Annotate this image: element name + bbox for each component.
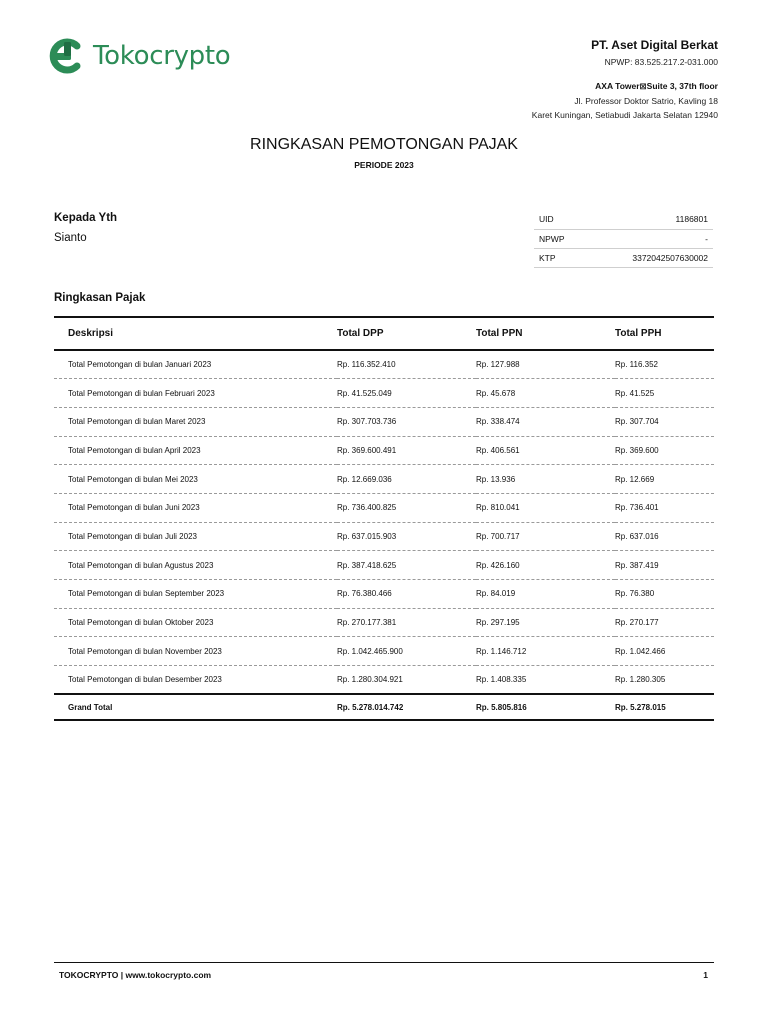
row-description: Total Pemotongan di bulan Maret 2023 bbox=[54, 407, 337, 436]
footer-company-website: TOKOCRYPTO | www.tokocrypto.com bbox=[59, 970, 212, 980]
tokocrypto-logo-icon bbox=[47, 38, 87, 74]
row-total-dpp: Rp. 387.418.625 bbox=[337, 551, 476, 580]
info-label: KTP bbox=[534, 248, 586, 267]
table-body bbox=[54, 350, 714, 694]
row-description: Total Pemotongan di bulan Desember 2023 bbox=[68, 675, 222, 685]
row-total-dpp: Rp. 637.015.903 bbox=[337, 522, 476, 551]
row-total-pph: Rp. 1.042.466 bbox=[615, 637, 714, 666]
row-total-dpp: Rp. 1.042.465.900 bbox=[337, 637, 476, 666]
row-total-pph: Rp. 1.280.305 bbox=[615, 675, 666, 685]
table-row bbox=[54, 580, 714, 609]
table-row bbox=[54, 551, 714, 580]
grand-total-label: Grand Total bbox=[54, 694, 337, 720]
row-total-ppn: Rp. 45.678 bbox=[476, 379, 615, 408]
table-row bbox=[54, 436, 714, 465]
grand-total-row bbox=[54, 694, 714, 720]
row-total-dpp: Rp. 1.280.304.921 bbox=[337, 675, 403, 685]
row-total-ppn: Rp. 338.474 bbox=[476, 407, 615, 436]
row-total-pph: Rp. 12.669 bbox=[615, 465, 714, 494]
info-value: - bbox=[586, 229, 713, 248]
recipient-block bbox=[54, 212, 117, 244]
column-header-description: Deskripsi bbox=[54, 317, 337, 350]
info-label: UID bbox=[534, 210, 586, 229]
grand-total-ppn: Rp. 5.805.816 bbox=[476, 694, 615, 720]
row-total-dpp: Rp. 76.380.466 bbox=[337, 580, 476, 609]
info-row-uid bbox=[534, 210, 713, 229]
recipient-info-table bbox=[534, 210, 713, 268]
row-total-dpp: Rp. 307.703.736 bbox=[337, 407, 476, 436]
page-number: 1 bbox=[703, 970, 708, 980]
row-total-ppn: Rp. 1.408.335 bbox=[476, 675, 527, 685]
row-total-ppn: Rp. 1.146.712 bbox=[476, 637, 615, 666]
row-total-pph: Rp. 41.525 bbox=[615, 379, 714, 408]
footer-divider bbox=[54, 962, 714, 963]
column-header-total-pph: Total PPH bbox=[615, 317, 714, 350]
row-total-ppn: Rp. 406.561 bbox=[476, 436, 615, 465]
table-row bbox=[54, 407, 714, 436]
column-header-total-dpp: Total DPP bbox=[337, 317, 476, 350]
grand-total-pph: Rp. 5.278.015 bbox=[615, 694, 714, 720]
row-total-dpp: Rp. 116.352.410 bbox=[337, 350, 476, 379]
row-total-dpp: Rp. 369.600.491 bbox=[337, 436, 476, 465]
row-total-ppn: Rp. 127.988 bbox=[476, 350, 615, 379]
table-row bbox=[54, 522, 714, 551]
tax-summary-table bbox=[54, 316, 714, 721]
company-block bbox=[532, 38, 718, 120]
row-total-pph: Rp. 736.401 bbox=[615, 493, 714, 522]
row-total-pph: Rp. 116.352 bbox=[615, 350, 714, 379]
table-row bbox=[54, 465, 714, 494]
row-total-ppn: Rp. 426.160 bbox=[476, 551, 615, 580]
row-total-pph: Rp. 270.177 bbox=[615, 608, 714, 637]
recipient-name: Sianto bbox=[54, 232, 87, 244]
row-total-pph: Rp. 307.704 bbox=[615, 407, 714, 436]
info-value: 3372042507630002 bbox=[586, 248, 713, 267]
tokocrypto-logo bbox=[47, 38, 230, 74]
table-row bbox=[54, 350, 714, 379]
row-description: Total Pemotongan di bulan November 2023 bbox=[54, 637, 337, 666]
company-address-line3: Karet Kuningan, Setiabudi Jakarta Selatan 12940 bbox=[531, 110, 718, 120]
row-description: Total Pemotongan di bulan Juli 2023 bbox=[54, 522, 337, 551]
row-description: Total Pemotongan di bulan Oktober 2023 bbox=[54, 608, 337, 637]
row-total-pph: Rp. 637.016 bbox=[615, 522, 714, 551]
summary-section-title: Ringkasan Pajak bbox=[54, 292, 146, 304]
table-header-row bbox=[54, 317, 714, 350]
row-description: Total Pemotongan di bulan Februari 2023 bbox=[54, 379, 337, 408]
grand-total-dpp: Rp. 5.278.014.742 bbox=[337, 694, 476, 720]
row-total-dpp: Rp. 12.669.036 bbox=[337, 465, 476, 494]
row-description: Total Pemotongan di bulan September 2023 bbox=[54, 580, 337, 609]
document-period: PERIODE 2023 bbox=[354, 160, 414, 170]
recipient-label: Kepada Yth bbox=[54, 212, 118, 224]
row-description: Total Pemotongan di bulan Juni 2023 bbox=[54, 493, 337, 522]
row-total-ppn: Rp. 810.041 bbox=[476, 493, 615, 522]
row-description: Total Pemotongan di bulan April 2023 bbox=[54, 436, 337, 465]
row-total-ppn: Rp. 84.019 bbox=[476, 580, 615, 609]
row-total-dpp: Rp. 736.400.825 bbox=[337, 493, 476, 522]
row-description: Total Pemotongan di bulan Agustus 2023 bbox=[54, 551, 337, 580]
info-value: 1186801 bbox=[586, 210, 713, 229]
table-row bbox=[54, 637, 714, 666]
row-total-dpp: Rp. 270.177.381 bbox=[337, 608, 476, 637]
row-description: Total Pemotongan di bulan Mei 2023 bbox=[54, 465, 337, 494]
table-row bbox=[54, 666, 714, 695]
row-total-dpp: Rp. 41.525.049 bbox=[337, 379, 476, 408]
company-name: PT. Aset Digital Berkat bbox=[591, 38, 718, 52]
column-header-total-ppn: Total PPN bbox=[476, 317, 615, 350]
row-description: Total Pemotongan di bulan Januari 2023 bbox=[54, 350, 337, 379]
row-total-pph: Rp. 387.419 bbox=[615, 551, 714, 580]
row-total-ppn: Rp. 297.195 bbox=[476, 608, 615, 637]
table-row bbox=[54, 493, 714, 522]
info-row-npwp bbox=[534, 229, 713, 248]
table-row bbox=[54, 608, 714, 637]
company-address-line1: AXA Tower⊠Suite 3, 37th floor bbox=[595, 81, 718, 91]
company-npwp: NPWP: 83.525.217.2-031.000 bbox=[604, 57, 718, 67]
info-label: NPWP bbox=[534, 229, 586, 248]
row-total-pph: Rp. 369.600 bbox=[615, 436, 714, 465]
info-row-ktp bbox=[534, 248, 713, 267]
row-total-ppn: Rp. 700.717 bbox=[476, 522, 615, 551]
row-total-ppn: Rp. 13.936 bbox=[476, 465, 615, 494]
row-total-pph: Rp. 76.380 bbox=[615, 580, 714, 609]
brand-name: Tokocrypto bbox=[93, 41, 231, 71]
table-row bbox=[54, 379, 714, 408]
company-address-line2: Jl. Professor Doktor Satrio, Kavling 18 bbox=[574, 96, 718, 106]
document-title: RINGKASAN PEMOTONGAN PAJAK bbox=[250, 136, 518, 153]
